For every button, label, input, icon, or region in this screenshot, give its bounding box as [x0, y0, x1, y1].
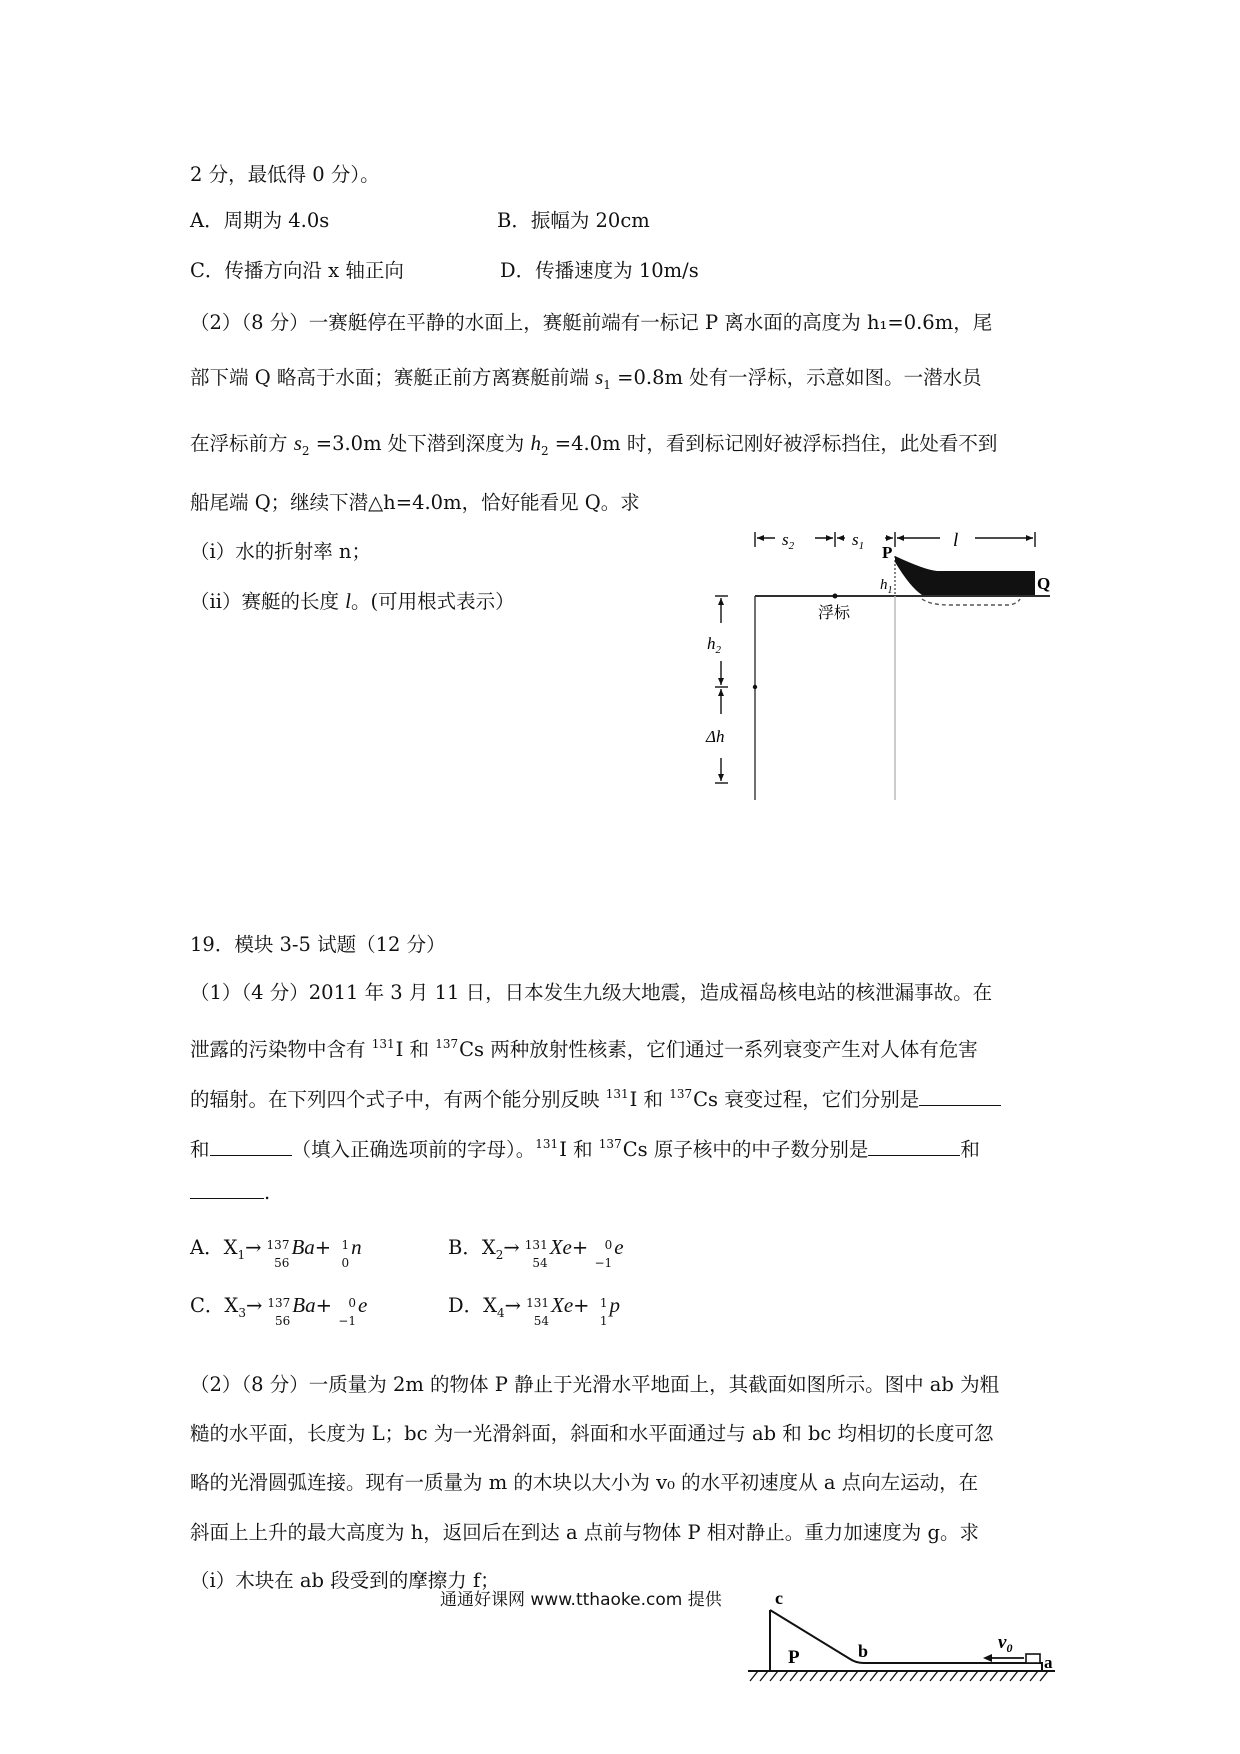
wood-block — [1026, 1654, 1040, 1663]
footer-watermark: 通通好课网 www.tthaoke.com 提供 — [440, 1590, 722, 1610]
option-c: C．传播方向沿 x 轴正向 — [190, 259, 404, 282]
intro-tail: 2 分，最低得 0 分）。 — [190, 163, 380, 186]
q2b-line-2: 糙的水平面，长度为 L；bc 为一光滑斜面，斜面和水平面通过与 ab 和 bc 均相切的长度可忽 — [190, 1422, 994, 1445]
decay-option-b: B．$X_2\to$ 131 54 Xe+ 0 −1 e — [448, 1235, 624, 1270]
answer-blank-4[interactable] — [190, 1176, 264, 1199]
label-l: l — [953, 530, 959, 551]
section-title: 19．模块 3-5 试题（12 分） — [190, 933, 446, 956]
q1-line-2: 泄露的污染物中含有 $^{131}$I 和 $^{137}$Cs 两种放射性核素，它们通过一系列衰变产生对人体有危害 — [190, 1037, 978, 1061]
answer-blank-1[interactable] — [919, 1083, 1001, 1106]
q2b-line-1: （2）（8 分）一质量为 2m 的物体 P 静止于光滑水平地面上，其截面如图所示。图中 ab 为粗 — [190, 1373, 1000, 1396]
label-delta-h: Δh — [706, 727, 725, 746]
q1-line-5: . — [190, 1176, 270, 1208]
label-v0: $v_0$ — [998, 1632, 1013, 1655]
label-h1: $h_1$ — [880, 577, 893, 596]
q1-line-3: 的辐射。在下列四个式子中，有两个能分别反映 $^{131}$I 和 $^{137}$Cs 衰变过程，它们分别是 — [190, 1079, 1001, 1115]
q2b-line-3: 略的光滑圆弧连接。现有一质量为 m 的木块以大小为 v₀ 的水平初速度从 a 点向左运动，在 — [190, 1471, 979, 1494]
boat-hull — [895, 556, 1035, 595]
sub-question-i: （i）水的折射率 n； — [190, 540, 371, 563]
buoy-marker — [833, 594, 838, 599]
q2b-line-4: 斜面上上升的最大高度为 h，返回后在到达 a 点前与物体 P 相对静止。重力加速度为 g。求 — [190, 1521, 979, 1544]
q2b-sub-question-i: （i）木块在 ab 段受到的摩擦力 f； — [190, 1569, 500, 1592]
incline-diagram — [740, 1585, 1060, 1700]
option-a: A．周期为 4.0s — [190, 209, 330, 232]
sub-question-ii: （ii）赛艇的长度 l。(可用根式表示） — [190, 589, 515, 613]
q1-line-1: （1）（4 分）2011 年 3 月 11 日，日本发生九级大地震，造成福岛核电站的核泄漏事故。在 — [190, 981, 993, 1004]
q2-line-1: （2）（8 分）一赛艇停在平静的水面上，赛艇前端有一标记 P 离水面的高度为 h₁=0.6m，尾 — [190, 311, 993, 334]
ground-hatching — [750, 1671, 1048, 1681]
buoy-label: 浮标 — [818, 605, 851, 622]
label-s2: $s_2$ — [782, 530, 795, 552]
label-a: a — [1044, 1653, 1053, 1672]
q2-line-2: 部下端 Q 略高于水面；赛艇正前方离赛艇前端 $s_1 =0.8m$ 处有一浮标，示意如图。一潜水员 — [190, 365, 982, 392]
label-s1: $s_1$ — [852, 530, 865, 552]
label-h2: $h_2$ — [707, 634, 721, 656]
boat-underwater-outline — [922, 599, 1020, 605]
q1-line-4: 和 （填入正确选项前的字母）。$^{131}$I 和 $^{137}$Cs 原子核中的中子数分别是 和 — [190, 1129, 980, 1165]
q2-line-4: 船尾端 Q；继续下潜△h=4.0m，恰好能看见 Q。求 — [190, 491, 640, 514]
decay-option-c: C．$X_3\to$ 137 56 Ba+ 0 −1 e — [190, 1293, 368, 1328]
option-d: D．传播速度为 10m/s — [500, 259, 699, 282]
answer-blank-3[interactable] — [868, 1133, 960, 1156]
label-P-block: P — [788, 1647, 800, 1668]
label-b: b — [858, 1641, 869, 1661]
decay-option-a: A．$X_1\to$ 137 56 Ba+ 1 0 n — [190, 1235, 362, 1270]
decay-option-d: D．$X_4\to$ 131 54 Xe+ 1 1 p — [448, 1293, 621, 1328]
label-c: c — [775, 1588, 783, 1608]
option-b: B．振幅为 20cm — [497, 209, 650, 232]
label-P: P — [882, 543, 893, 562]
q2-line-3: 在浮标前方 $s_2 =3.0m$ 处下潜到深度为 $h_2 =4.0m$ 时，看到标记刚好被浮标挡住，此处看不到 — [190, 431, 998, 458]
answer-blank-2[interactable] — [210, 1133, 292, 1156]
label-Q: Q — [1037, 574, 1051, 593]
boat-diagram — [700, 515, 1060, 815]
